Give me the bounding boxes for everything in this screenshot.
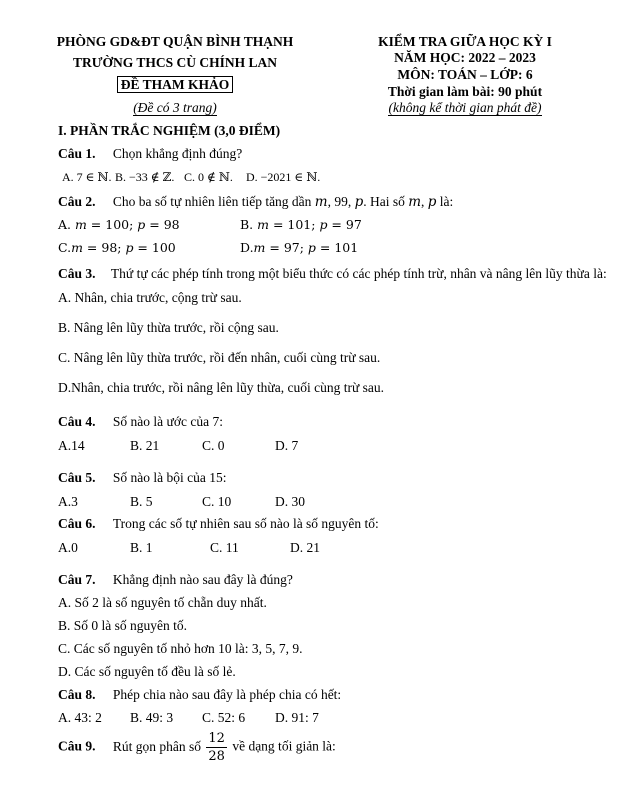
question-9 (58, 732, 336, 763)
question-text: Phép chia nào sau đây là phép chia có hết: (112, 687, 342, 702)
option-b: B. 1 (130, 540, 153, 555)
option-c: C. Nâng lên lũy thừa trước, rồi đến nhân, cuối cùng trừ sau. (58, 350, 381, 365)
question-7 (58, 572, 293, 588)
question-text: Số nào là bội của 15: (112, 470, 227, 485)
question-6 (58, 516, 379, 532)
option-b: B. 49: 3 (130, 710, 174, 725)
question-4 (58, 414, 223, 430)
question-label: Câu 1. (58, 146, 96, 161)
question-3 (58, 266, 607, 282)
question-text: Khẳng định nào sau đây là đúng? (112, 572, 293, 587)
option-a: A.3 (58, 494, 78, 509)
school-year: NĂM HỌC: 2022 – 2023 (394, 50, 536, 65)
fraction-denominator: 28 (208, 749, 225, 764)
option-c: C. 11 (210, 540, 239, 555)
question-text: Chọn khẳng định đúng? (112, 146, 243, 161)
option-c: C.𝑚 = 98; 𝑝 = 100 (58, 240, 176, 255)
option-d: D. −2021 ∈ ℕ. (246, 170, 321, 184)
option-d: D. 91: 7 (275, 710, 319, 725)
section-title: I. PHẦN TRẮC NGHIỆM (3,0 ĐIỂM) (58, 123, 281, 138)
page-count-note: (Đề có 3 trang) (133, 100, 217, 115)
subject-grade: MÔN: TOÁN – LỚP: 6 (397, 67, 533, 82)
option-a: A.0 (58, 540, 78, 555)
option-b: B. Nâng lên lũy thừa trước, rồi cộng sau. (58, 320, 279, 335)
option-b: B. Số 0 là số nguyên tố. (58, 618, 188, 633)
question-text: Trong các số tự nhiên sau số nào là số nguyên tố: (112, 516, 379, 531)
question-text: Thứ tự các phép tính trong một biểu thức có các phép tính trừ, nhân và nâng lên lũy thừa là: (110, 266, 607, 281)
question-label: Câu 3. (58, 266, 96, 281)
question-text-before: Rút gọn phân số (112, 738, 202, 754)
question-label: Câu 8. (58, 687, 96, 702)
time-limit: Thời gian làm bài: 90 phút (387, 84, 543, 99)
exam-title: KIỂM TRA GIỮA HỌC KỲ I (378, 34, 552, 49)
option-c: C. 0 ∉ ℕ. (184, 170, 233, 184)
question-text-after: về dạng tối giản là: (232, 738, 336, 754)
option-d: D. 7 (275, 438, 299, 453)
question-2 (58, 194, 453, 210)
page-count-wrapper (55, 100, 295, 116)
time-note: (không kể thời gian phát đề) (388, 100, 542, 115)
option-b: B. 5 (130, 494, 153, 509)
option-c: C. Các số nguyên tố nhỏ hơn 10 là: 3, 5, 7, 9. (58, 641, 303, 656)
option-a: A. 7 ∈ ℕ. (62, 170, 112, 184)
question-text: Số nào là ước của 7: (112, 414, 223, 429)
option-a: A.14 (58, 438, 85, 453)
department-name: PHÒNG GD&ĐT QUẬN BÌNH THẠNH (56, 34, 294, 49)
fraction-numerator: 12 (208, 731, 225, 746)
option-c: C. 52: 6 (202, 710, 246, 725)
exam-type-label: ĐỀ THAM KHẢO (117, 76, 234, 93)
exam-type-wrapper (55, 77, 295, 93)
fraction (206, 732, 227, 763)
question-label: Câu 7. (58, 572, 96, 587)
question-label: Câu 4. (58, 414, 96, 429)
option-b: B. 𝑚 = 101; 𝑝 = 97 (240, 217, 362, 232)
question-label: Câu 6. (58, 516, 96, 531)
option-d: D. 30 (275, 494, 305, 509)
option-d: D.𝑚 = 97; 𝑝 = 101 (240, 240, 359, 255)
option-c: C. 0 (202, 438, 225, 453)
option-b: B. −33 ∉ ℤ. (115, 170, 175, 184)
question-8 (58, 687, 341, 703)
question-label: Câu 2. (58, 194, 96, 209)
question-5 (58, 470, 227, 486)
option-a: A. Số 2 là số nguyên tố chẵn duy nhất. (58, 595, 267, 610)
option-d: D.Nhân, chia trước, rồi nâng lên lũy thừa, cuối cùng trừ sau. (58, 380, 385, 395)
option-a: A. 𝑚 = 100; 𝑝 = 98 (58, 217, 180, 232)
option-b: B. 21 (130, 438, 160, 453)
option-d: D. 21 (290, 540, 320, 555)
question-1 (58, 146, 242, 162)
time-note-wrapper (350, 100, 580, 116)
question-label: Câu 9. (58, 738, 96, 754)
question-text: Cho ba số tự nhiên liên tiếp tăng dần 𝑚, 99, 𝑝. Hai số 𝑚, 𝑝 là: (112, 194, 454, 209)
option-a: A. Nhân, chia trước, cộng trừ sau. (58, 290, 242, 305)
school-name: TRƯỜNG THCS CÙ CHÍNH LAN (72, 55, 278, 70)
option-d: D. Các số nguyên tố đều là số lẻ. (58, 664, 236, 679)
question-label: Câu 5. (58, 470, 96, 485)
option-a: A. 43: 2 (58, 710, 102, 725)
option-c: C. 10 (202, 494, 232, 509)
